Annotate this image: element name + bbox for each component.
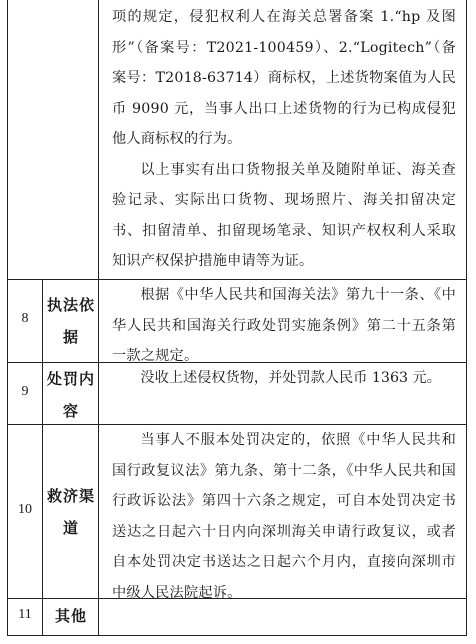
row-number: 10 (18, 502, 32, 517)
remedy-channel-text: 当事人不服本处罚决定的，依照《中华人民共和国行政复议法》第九条、第十二条，《中华人民共和国行政诉讼法》第四十六条之规定，可自本处罚决定书送达之日起六十日内向深圳海关申请行政复议，或者自本处罚决定书送达之日起六个月内，直接向深圳市中级人民法院起诉。 (112, 432, 456, 601)
row-number: 8 (21, 311, 29, 326)
facts-cell (112, 2, 456, 277)
table-border-bottom (7, 635, 467, 636)
row-label-remedy-channel: 救济渠道 (46, 487, 95, 537)
row-number: 9 (21, 384, 29, 399)
evidence-paragraph: 以上事实有出口货物报关单及随附单证、海关查验记录、实际出口货物、现场照片、海关扣留决定书、扣留清单、扣留现场笔录、知识产权权利人采取知识产权保护措施申请等为证。 (112, 161, 456, 269)
row-label-penalty-content: 处罚内容 (46, 370, 95, 420)
row-label-legal-basis: 执法依据 (46, 296, 95, 346)
row-number: 11 (18, 607, 32, 622)
legal-basis-text: 根据《中华人民共和国海关法》第九十一条、《中华人民共和国海关行政处罚实施条例》第二十五条第一款之规定。 (112, 287, 456, 364)
row-label-other: 其他 (54, 607, 87, 625)
facts-paragraph: 项的规定，侵犯权利人在海关总署备案 1.“hp 及图形”（备案号：T2021-100459）、2.“Logitech”（备案号：T2018-63714）商标权，上述货物案值为人民币 9090 元，当事人出口上述货物的行为已构成侵犯他人商标权的行为。 (112, 9, 456, 147)
table-border-right (466, 0, 467, 636)
penalty-content-text: 没收上述侵权货物，并处罚款人民币 1363 元。 (140, 370, 441, 386)
